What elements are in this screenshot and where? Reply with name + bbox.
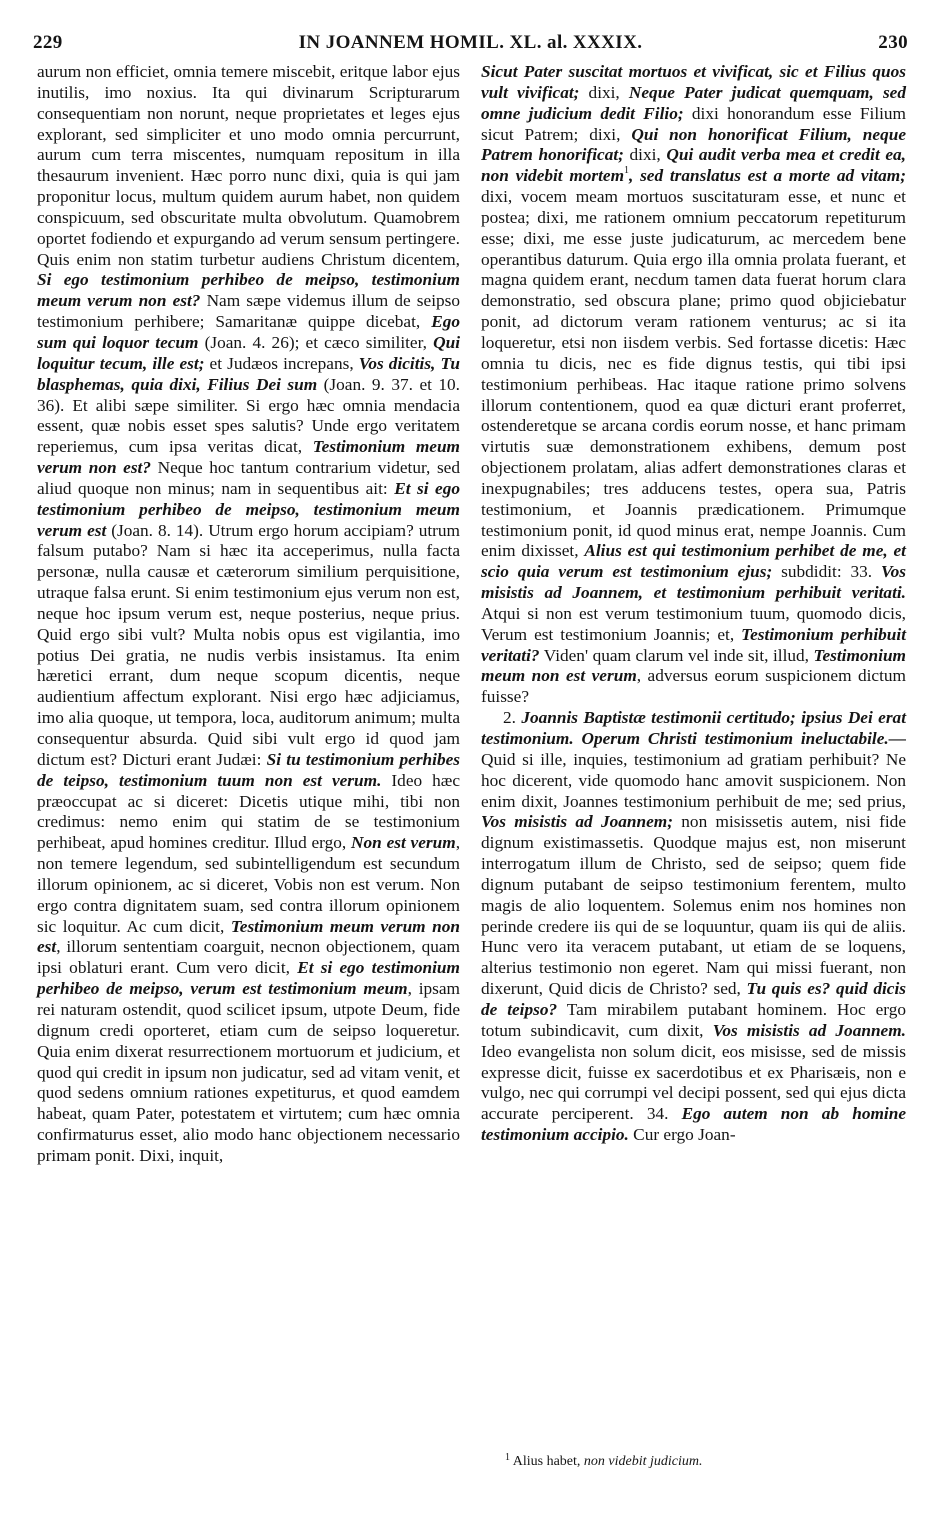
text-run: Neque hoc tantum contrarium videtur, sed aliud quoque non minus; nam in sequentibus ait: xyxy=(37,458,460,498)
italic-run: Tu quis es? quid dicis de teipso? xyxy=(481,979,906,1019)
italic-run: Joannis Baptistæ testimonii certitudo; ipsius Dei erat testimonium. Operum Christi testimonium ineluctabile.— xyxy=(481,708,906,748)
text-run: Cur ergo Joan- xyxy=(628,1125,736,1145)
italic-run: Testimonium meum verum non est? xyxy=(37,437,460,478)
italic-run: Testimonium perhibuit veritati? xyxy=(481,624,906,665)
text-run: dixi, vocem meam mortuos suscitaturam esse, et nunc et postea; dixi, me rationem omnium peccatorum repetiturum esse; dixi, me esse juste judicaturum, ac mercedem bene operantibus daturum. Quia ergo illa omnia prolata fuerant, et magna quidem erant, necdum tamen data fuerat horum clara demonstratio, sed obscura plane; primo quod objiciebatur ponit, ad dictorum veram rationem venturus; ac si ita loqueretur, etsi non iisdem verbis. Sed fortasse dicetis: Hæc omnia tu dicis, nec es fide dignus testis, qui tibi ipsi testimonium perhibeas. Hac itaque ratione primo solvens illorum contentionem, quod ea quæ dicturi erant proferret, ostenderetque se arcana cordis eorum nosse, et hanc primam virtutis suæ demonstrationem exhibens, demum post objectionem prolatam, alias adfert demonstrationes claras et inexpugnabiles; tres adducens testes, opera sua, Patris testimonium, et Joannis prædicationem. Primumque testimonium ponit, id quod minus erat, nempe Joannis. Cum enim dixisset, xyxy=(481,187,906,561)
italic-run: Vos misistis ad Joannem. xyxy=(712,1020,906,1040)
text-run: Nam sæpe videmus illum de seipso testimonium perhibere; Samaritanæ quippe dicebat, xyxy=(37,291,460,332)
text-run: dixi honorandum esse Filium sicut Patrem; dixi, xyxy=(481,103,906,144)
italic-run: Vos dicitis, Tu blasphemas, quia dixi, Filius Dei sum xyxy=(37,353,460,394)
footnote-marker: 1 xyxy=(505,1452,510,1463)
footnote-text: Alius habet, xyxy=(512,1454,584,1469)
italic-run: Qui loquitur tecum, ille est; xyxy=(37,332,461,373)
running-header xyxy=(0,30,941,60)
text-run: subdidit: 33. xyxy=(772,562,882,582)
italic-run: Si ego testimonium perhibeo de meipso, testimonium meum verum non est? xyxy=(37,270,460,311)
text-run: , ipsam rei naturam ostendit, quod scilicet ipsum, utpote Deum, fide dignum credi oporteret, etiam cum de seipso loqueretur. Quia enim dixerat resurrectionem mortuorum et judicium, et quod qui credit in ipsum non judicatur, sed ad vitam venit, et quod sedens omnium rationes expetiturus, et quod eamdem habeat, quam Pater, potestatem et virtutem; cum hæc omnia confirmaturus esset, alio modo hanc objectionem necessario primam ponit. Dixi, inquit, xyxy=(37,979,460,1165)
right-column-paragraph-1 xyxy=(481,62,906,708)
text-run: dixi, xyxy=(579,82,629,102)
text-run: Ideo hæc præoccupat ac si diceret: Dicetis utique mihi, tibi non credimus: nemo enim qui statim de se testimonium perhibeat, apud homines creditur. Illud ergo, xyxy=(37,770,460,853)
italic-run: Neque Pater judicat quemquam, sed omne judicium dedit Filio; xyxy=(481,82,906,123)
text-run: Tam mirabilem putabant hominem. Hoc ergo totum subindicavit, cum dixit, xyxy=(481,999,906,1040)
page-number-left: 229 xyxy=(33,32,63,53)
text-run: et Judæos increpans, xyxy=(204,353,359,373)
italic-run: Qui non honorificat Filium, neque Patrem honorificat; xyxy=(481,124,906,165)
italic-run: Alius est qui testimonium perhibet de me, et scio quia verum est testimonium ejus; xyxy=(481,541,906,582)
italic-run: Testimonium meum non est verum xyxy=(481,645,906,686)
italic-run: Et si ego testimonium perhibeo de meipso, testimonium meum verum est xyxy=(37,478,460,540)
text-run: aurum non efficiet, omnia temere miscebit, eritque labor ejus inutilis, imo noxius. Ita qui divinarum Scripturarum consequentiam non norunt, neque proprietates et leges ejus explorant, sed simpliciter et uno modo omnia percurrunt, aurum cum terra miscentes, numquam repositum in illa thesaurum invenient. Hæc porro nunc dixi, quia is qui jam proponitur locus, multum quidem aurum habet, non quidem conspicuum, sed obscuritate multa obvolutum. Quamobrem oportet fodiendo et expurgando ad verum sensum pertingere. Quis enim non statim turbetur audiens Christum dicentem, xyxy=(37,62,460,269)
italic-run: Non est verum xyxy=(351,833,456,853)
italic-run: Vos misistis ad Joannem, et testimonium perhibuit veritati. xyxy=(481,562,906,603)
footnote xyxy=(505,1453,702,1471)
footnote-reference: 1 xyxy=(624,165,630,177)
right-column xyxy=(481,62,906,1146)
footnote-italic-text: non videbit judicium. xyxy=(583,1454,703,1469)
text-run: (Joan. 8. 14). Utrum ergo horum accipiam? utrum falsum putabo? Nam si hæc ita acceperimus, nulla facta personæ, nulla causæ et cæterorum similium perquisitione, utraque falsa erunt. Si enim testimonium ejus verum non est, neque hoc ipsum verum est, neque posterius, neque prius. Quid ergo sibi vult? Multa nobis opus est vigilantia, imo potius Dei gratia, ne nudis verbis insistamus. Ita enim hæretici errant, dum neque scopum dicentis, neque audientium affectum explorant. Nisi ergo hæc adjiciamus, imo alia quoque, ut tempora, loca, auditorum animum; multa consequentur absurda. Quid sibi vult ergo id quod jam dictum est? Dicturi erant Judæi: xyxy=(37,520,460,769)
text-run: (Joan. 4. 26); et cæco similiter, xyxy=(198,332,434,352)
text-run: , adversus eorum suspicionem dictum fuisse? xyxy=(481,666,906,707)
italic-run: Sicut Pater suscitat mortuos et vivificat, sic et Filius quos vult vivificat; xyxy=(481,62,906,102)
text-run: Ideo evangelista non solum dicit, eos misisse, sed de missis expresse dicit, fuisse ex sacerdotibus et ex Pharisæis, non e vulgo, nec qui corrumpi vel decipi possent, sed qui ejus dicta accurate perciperent. 34. xyxy=(481,1041,906,1124)
text-run: non misissetis autem, nisi fide dignum existimassetis. Quodque majus est, non miserunt interrogatum illum de Christo, sed de seipso; quem fide dignum putabant de seipso testimonium ferentem, multo magis de alio loquentem. Solemus enim nos homines non perinde credere iis qui de se loquuntur, quam iis qui de aliis. Hunc vero ita veracem putabant, ut etiam de se loquens, alterius testimonio non egeret. Nam qui missi fuerant, non dixerunt, Quid dicis de Christo? sed, xyxy=(481,812,906,999)
left-column xyxy=(37,62,460,1167)
text-run: Quid si ille, inquies, testimonium ad gratiam perhibuit? Ne hoc dicerent, vide quomodo hanc amovit suspicionem. Non enim dixit, Joannes testimonium perhibuit de me; sed prius, xyxy=(481,749,906,811)
text-run: Viden' quam clarum vel inde sit, illud, xyxy=(539,645,814,665)
text-run: (Joan. 9. 37. et 10. 36). Et alibi sæpe similiter. Si ergo hæc omnia mendacia essent, quæ nobis esset spes salutis? Unde ergo veritatem reperiemus, cum ipsa veritas dicat, xyxy=(37,374,460,457)
italic-run: Testimonium meum verum non est xyxy=(37,916,460,957)
italic-run: Et si ego testimonium perhibeo de meipso, verum est testimonium meum xyxy=(37,958,460,999)
italic-run: Ego sum qui loquor tecum xyxy=(37,312,460,352)
text-run: dixi, xyxy=(623,145,667,165)
text-run: Atqui si non est verum testimonium tuum, quomodo dicis, Verum est testimonium Joannis; et, xyxy=(481,603,906,644)
italic-run: Qui audit verba mea et credit ea, non videbit mortem xyxy=(481,145,906,186)
text-run: , illorum sententiam coarguit, necnon objectionem, quam ipsi oblaturi erant. Cum vero dicit, xyxy=(37,937,460,978)
italic-run: Ego autem non ab homine testimonium accipio. xyxy=(481,1104,906,1145)
running-title: IN JOANNEM HOMIL. XL. al. XXXIX. xyxy=(298,32,643,53)
page-number-right: 230 xyxy=(878,32,908,53)
italic-run: Vos misistis ad Joannem; xyxy=(481,812,673,832)
text-run: , non temere legendum, sed subintelligendum est secundum illorum opinionem, ac si diceret, Vobis non est verum. Non ergo contra dignitatem suam, sed contra illorum opinionem sic loquitur. Ac cum dicit, xyxy=(37,833,461,936)
italic-run: , sed translatus est a morte ad vitam; xyxy=(629,166,906,186)
text-run: 2. xyxy=(503,708,522,728)
right-column-paragraph-2 xyxy=(481,708,906,1146)
italic-run: Si tu testimonium perhibes de teipso, testimonium tuum non est verum. xyxy=(37,749,460,790)
left-column-text xyxy=(37,62,460,1167)
